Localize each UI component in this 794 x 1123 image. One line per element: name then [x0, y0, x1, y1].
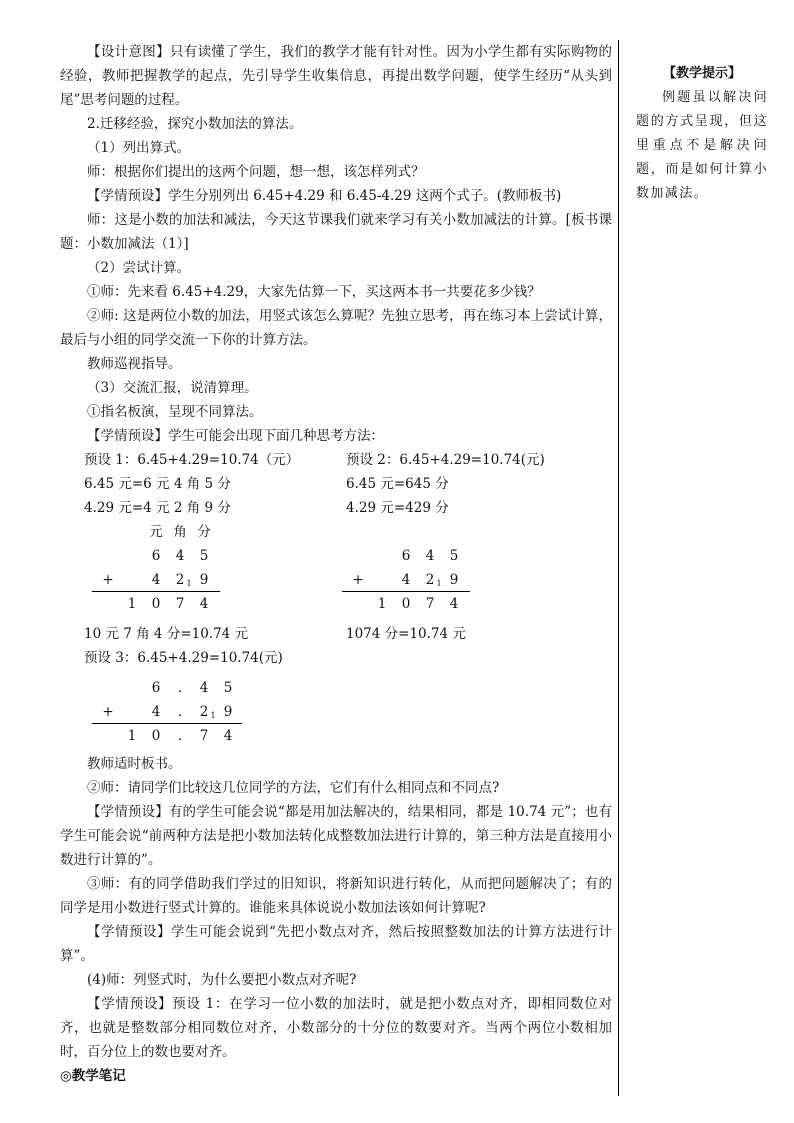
- teacher-line: 师：根据你们提出的这两个问题，想一想，该怎样列式？: [87, 164, 425, 180]
- digit: 4: [199, 596, 209, 612]
- digit: 5: [199, 548, 209, 564]
- plus-sign: +: [352, 572, 364, 588]
- digit: 5: [449, 548, 459, 564]
- digit: 4: [223, 728, 233, 744]
- unit-header-row: [60, 520, 612, 544]
- plus-sign: +: [102, 572, 114, 588]
- student-preset-line: 【学情预设】预设 1：在学习一位小数的加法时，就是把小数点对齐，即相同数位对齐，也就是整数部分相同数位对齐，小数部分的十分位的数要对齐。当两个两位小数相加时，百分位上的数也要对齐。: [60, 996, 612, 1060]
- section-heading: 2.迁移经验，探究小数加法的算法。: [87, 116, 303, 132]
- digit: 2: [199, 704, 209, 720]
- digit: 4: [175, 548, 185, 564]
- teacher-line: ①师：先来看 6.45+4.29，大家先估算一下，买这两本书一共要花多少钱？: [87, 284, 541, 300]
- preset-1-step: 6.45 元=6 元 4 角 5 分: [84, 476, 231, 492]
- student-preset-line: 【学情预设】有的学生可能会说“都是用加法解决的，结果相同，都是 10.74 元”；也有学生可能会说“前两种方法是把小数加法转化成整数加法进行计算的，第三种方法是直接用小数进行计算的”。: [60, 804, 612, 868]
- digit: 7: [425, 596, 435, 612]
- teacher-line: ①指名板演，呈现不同算法。: [87, 404, 263, 420]
- student-preset-line: 【学情预设】学生分别列出 6.45+4.29 和 6.45-4.29 这两个式子。(教师板书): [87, 188, 562, 204]
- result-row: [60, 622, 612, 646]
- unit-label: 角: [173, 524, 187, 540]
- teacher-line: (4)师：列竖式时，为什么要把小数点对齐呢?: [87, 972, 357, 988]
- teacher-line: ②师：请同学们比较这几位同学的方法，它们有什么相同点和不同点?: [87, 780, 500, 796]
- preset-1-result: 10 元 7 角 4 分=10.74 元: [84, 626, 249, 642]
- digit: 2: [175, 572, 185, 588]
- digit: 4: [425, 548, 435, 564]
- digit: 1: [377, 596, 387, 612]
- preset-1-step: 4.29 元=4 元 2 角 9 分: [84, 500, 231, 516]
- plus-sign: +: [102, 704, 114, 720]
- digit: 4: [449, 596, 459, 612]
- design-intent-paragraph: 【设计意图】只有读懂了学生，我们的教学才能有针对性。因为小学生都有实际购物的经验，教师把握教学的起点，先引导学生收集信息，再提出数学问题，使学生经历“从头到尾”思考问题的过程。: [60, 44, 612, 108]
- teaching-tip-title: 【教学提示】: [662, 66, 741, 81]
- teaching-tip-body: 例题虽以解决问题的方式呈现，但这里重点不是解决问题，而是如何计算小数加减法。: [636, 90, 768, 201]
- digit: 6: [151, 548, 161, 564]
- column-divider: [618, 40, 619, 1096]
- carry-mark: 1: [210, 711, 216, 720]
- teacher-line: 教师巡视指导。: [87, 356, 182, 372]
- digit: 6: [401, 548, 411, 564]
- digit: 9: [199, 572, 209, 588]
- teaching-tip-sidebar: [636, 62, 768, 206]
- teacher-line: ③师：有的同学借助我们学过的旧知识，将新知识进行转化，从而把问题解决了；有的同学是用小数进行竖式计算的。谁能来具体说说小数加法该如何计算呢?: [60, 876, 612, 916]
- lesson-content: [60, 40, 612, 1088]
- decimal-point: .: [177, 728, 183, 744]
- student-preset-line: 【学情预设】学生可能会出现下面几种思考方法：: [87, 428, 384, 444]
- digit: 0: [401, 596, 411, 612]
- teacher-line: ②师: 这是两位小数的加法，用竖式该怎么算呢？先独立思考，再在练习本上尝试计算，最后与小组的同学交流一下你的计算方法。: [60, 308, 612, 348]
- digit: 0: [151, 728, 161, 744]
- addend-row: [60, 568, 612, 592]
- unit-label: 分: [197, 524, 211, 540]
- digit: 7: [175, 596, 185, 612]
- preset-2-result: 1074 分=10.74 元: [346, 626, 466, 642]
- digit: 9: [449, 572, 459, 588]
- preset-row: [60, 448, 612, 472]
- digit: 4: [199, 680, 209, 696]
- preset-row: [60, 496, 612, 520]
- digit: 1: [127, 596, 137, 612]
- carry-mark: 1: [186, 579, 192, 588]
- step-heading: （3）交流汇报，说清算理。: [87, 380, 258, 396]
- decimal-point: .: [177, 680, 183, 696]
- teacher-line: 教师适时板书。: [87, 756, 182, 772]
- decimal-addend-row: [60, 700, 612, 724]
- preset-1-title: 预设 1：6.45+4.29=10.74（元）: [84, 452, 300, 468]
- preset-2-title: 预设 2：6.45+4.29=10.74(元): [346, 452, 545, 468]
- teacher-line: 师：这是小数的加法和减法，今天这节课我们就来学习有关小数加减法的计算。[板书课题：小数加减法（1）]: [60, 212, 612, 252]
- digit: 4: [151, 704, 161, 720]
- step-heading: （1）列出算式。: [87, 140, 191, 156]
- preset-2-step: 4.29 元=429 分: [346, 500, 449, 516]
- unit-label: 元: [149, 524, 163, 540]
- teaching-notes-label: ◎教学笔记: [60, 1068, 126, 1084]
- preset-row: [60, 472, 612, 496]
- student-preset-line: 【学情预设】学生可能会说到“先把小数点对齐，然后按照整数加法的计算方法进行计算”。: [60, 924, 612, 964]
- digit: 9: [223, 704, 233, 720]
- digit: 1: [127, 728, 137, 744]
- sum-row: [60, 592, 612, 616]
- preset-row: [60, 646, 612, 670]
- digit: 5: [223, 680, 233, 696]
- preset-3-title: 预设 3：6.45+4.29=10.74(元): [84, 650, 283, 666]
- addend-row: [60, 544, 612, 568]
- digit: 4: [151, 572, 161, 588]
- preset-2-step: 6.45 元=645 分: [346, 476, 449, 492]
- digit: 2: [425, 572, 435, 588]
- decimal-sum-row: [60, 724, 612, 748]
- decimal-addend-row: [60, 676, 612, 700]
- digit: 4: [401, 572, 411, 588]
- carry-mark: 1: [436, 579, 442, 588]
- step-heading: （2）尝试计算。: [87, 260, 191, 276]
- digit: 6: [151, 680, 161, 696]
- digit: 7: [199, 728, 209, 744]
- digit: 0: [151, 596, 161, 612]
- decimal-point: .: [177, 704, 183, 720]
